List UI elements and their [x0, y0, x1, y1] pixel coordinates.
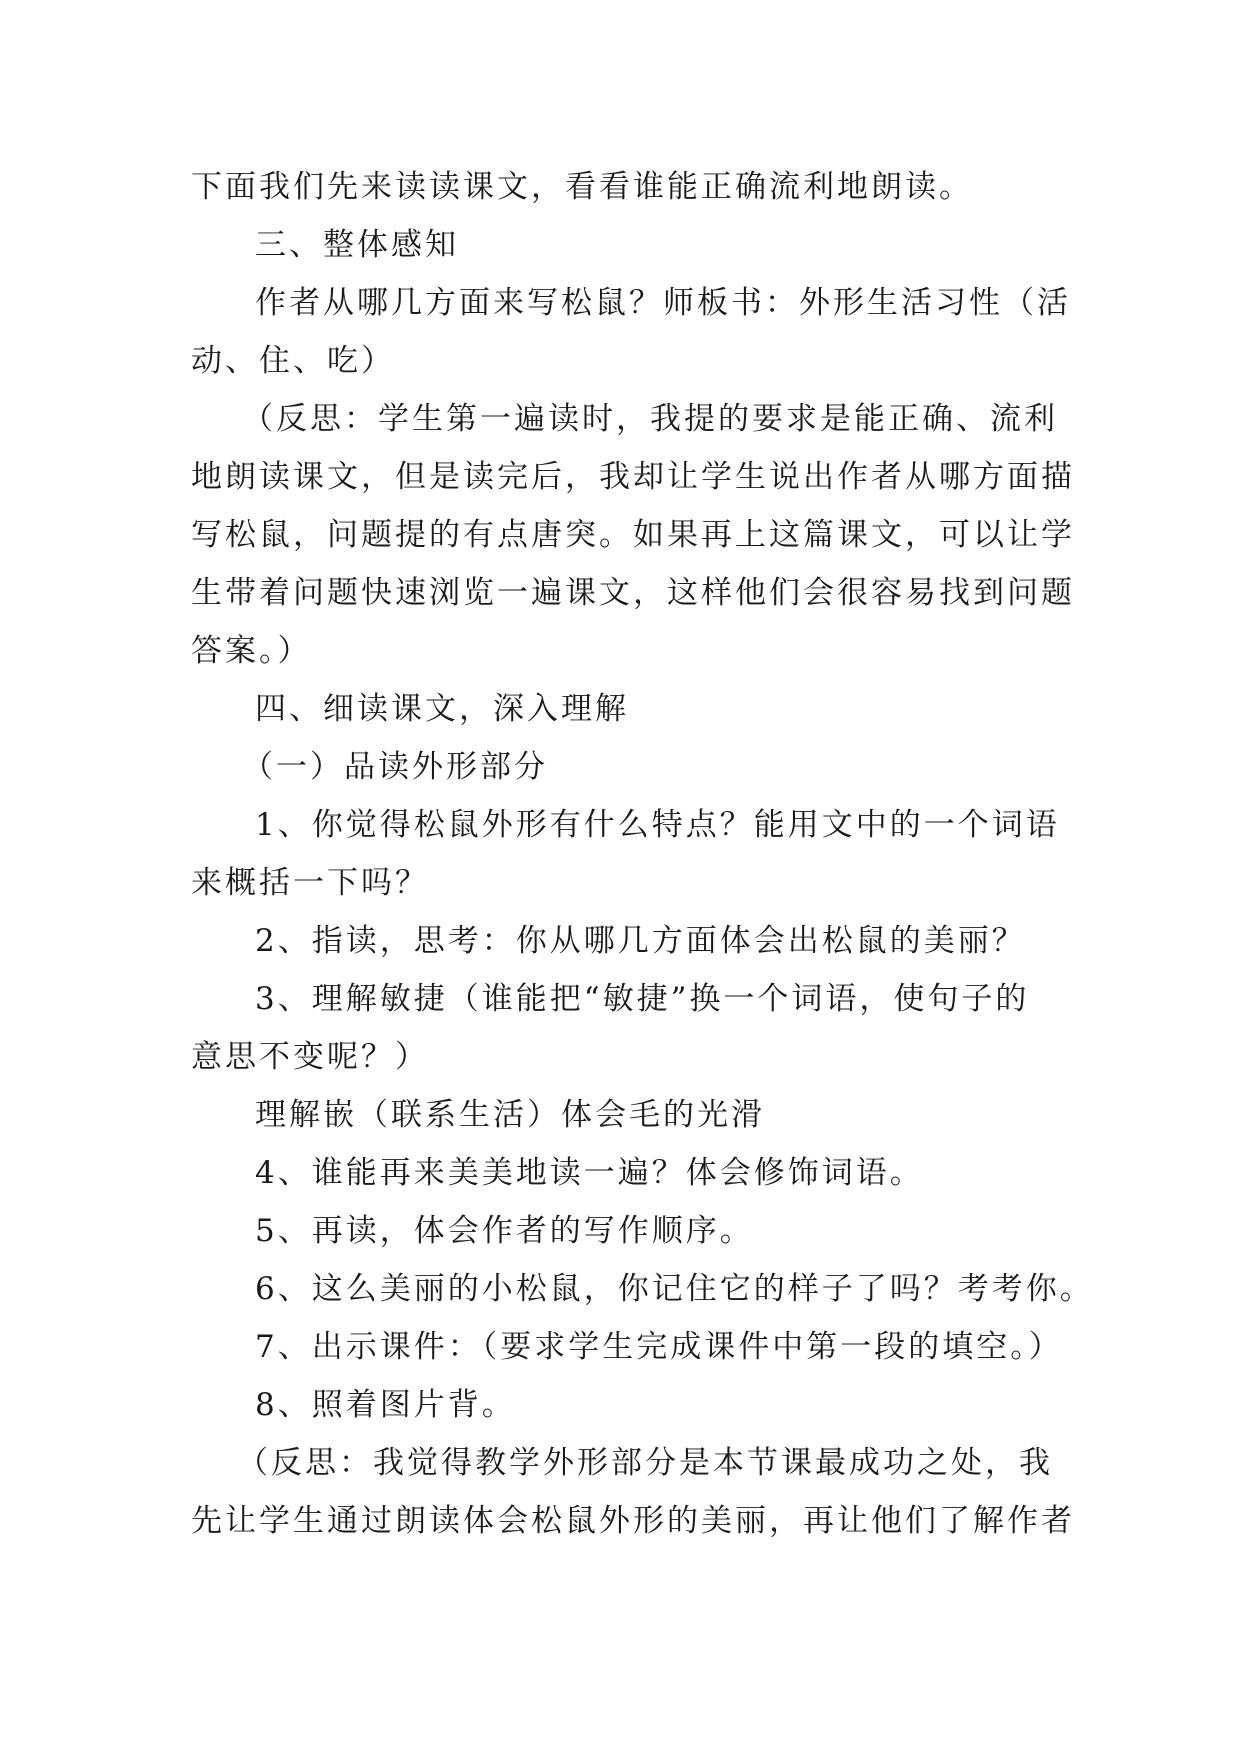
section-heading-4: 四、细读课文，深入理解 [255, 691, 629, 727]
list-item: 2、指读，思考：你从哪几方面体会出松鼠的美丽？ [255, 923, 1026, 959]
list-item: 8、照着图片背。 [255, 1387, 516, 1423]
list-item-continuation: 意思不变呢？） [191, 1039, 429, 1075]
paragraph-line: 理解嵌（联系生活）体会毛的光滑 [255, 1097, 765, 1133]
list-item: 3、理解敏捷（谁能把“敏捷”换一个词语，使句子的 [255, 981, 1030, 1017]
list-item: 5、再读，体会作者的写作顺序。 [255, 1213, 754, 1249]
reflection-line: 写松鼠，问题提的有点唐突。如果再上这篇课文，可以让学 [191, 517, 1075, 553]
reflection-line: （反思：我觉得教学外形部分是本节课最成功之处，我 [237, 1445, 1053, 1481]
reflection-line: 地朗读课文，但是读完后，我却让学生说出作者从哪方面描 [191, 459, 1075, 495]
list-item: 1、你觉得松鼠外形有什么特点？能用文中的一个词语 [255, 807, 1060, 843]
reflection-line: 先让学生通过朗读体会松鼠外形的美丽，再让他们了解作者 [191, 1503, 1075, 1539]
subsection-heading: （一）品读外形部分 [242, 749, 548, 785]
reflection-line: 答案。） [191, 633, 312, 669]
paragraph-line: 下面我们先来读读课文，看看谁能正确流利地朗读。 [191, 169, 973, 205]
paragraph-line: 作者从哪几方面来写松鼠？师板书：外形生活习性（活 [255, 285, 1071, 321]
list-item-continuation: 来概括一下吗？ [191, 865, 429, 901]
reflection-line: 生带着问题快速浏览一遍课文，这样他们会很容易找到问题 [191, 575, 1075, 611]
section-heading-3: 三、整体感知 [255, 227, 459, 263]
reflection-line: （反思：学生第一遍读时，我提的要求是能正确、流利 [242, 401, 1058, 437]
paragraph-line: 动、住、吃） [191, 343, 395, 379]
body-text [191, 158, 1094, 1550]
list-item: 7、出示课件：（要求学生完成课件中第一段的填空。） [255, 1329, 1063, 1365]
list-item: 6、这么美丽的小松鼠，你记住它的样子了吗？考考你。 [255, 1271, 1094, 1307]
list-item: 4、谁能再来美美地读一遍？体会修饰词语。 [255, 1155, 924, 1191]
